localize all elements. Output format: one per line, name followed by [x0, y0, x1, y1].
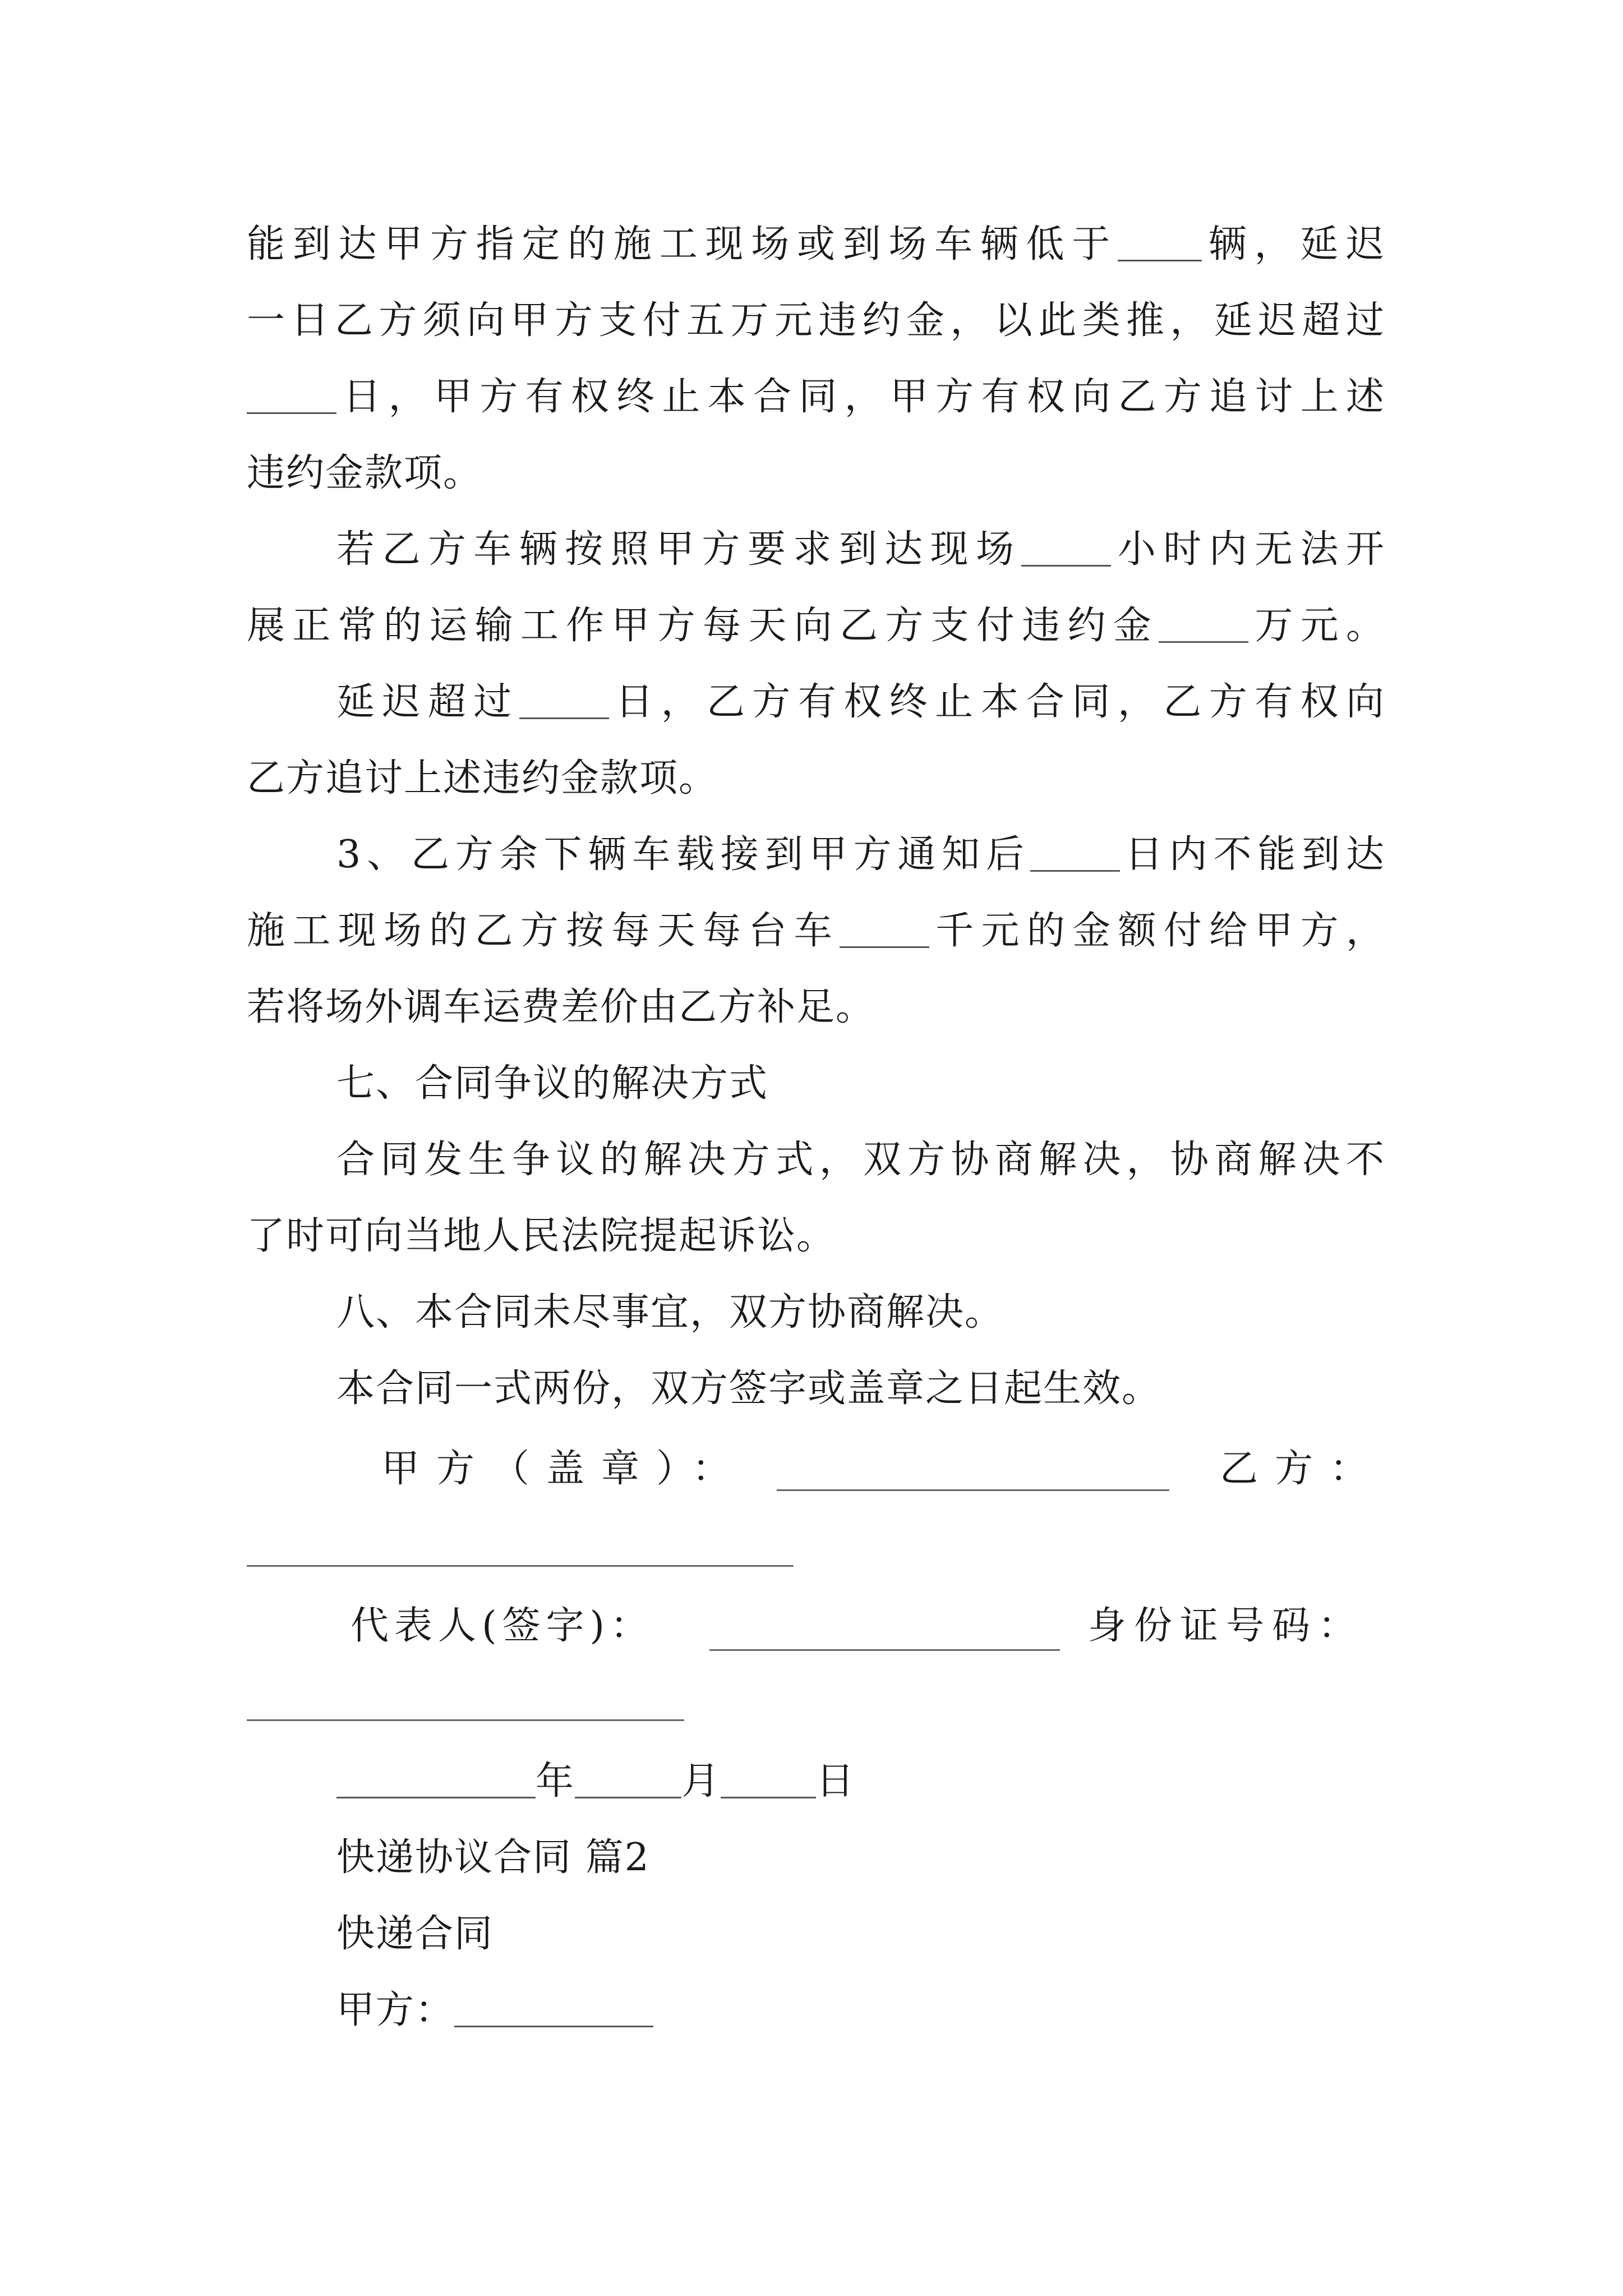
party-b-signature-line	[247, 1565, 794, 1567]
representative-signature-line	[709, 1649, 1060, 1651]
party-a-seal-line	[777, 1489, 1169, 1491]
fill-blank	[1118, 226, 1202, 261]
paragraph-line-14: 了时可向当地人民法院提起诉讼。	[247, 1214, 836, 1258]
fill-blank	[1030, 836, 1120, 872]
year-blank	[336, 1763, 536, 1798]
paragraph-line-13: 合同发生争议的解决方式，双方协商解决，协商解决不	[336, 1138, 1385, 1182]
section-heading-7: 七、合同争议的解决方式	[336, 1061, 769, 1106]
fill-blank	[1159, 607, 1248, 643]
id-number-label: 身份证号码：	[1088, 1604, 1364, 1648]
paragraph-line-9: 3、乙方余下辆车载接到甲方通知后 日内不能到达	[336, 832, 1385, 877]
paragraph-line-4: 违约金款项。	[247, 451, 483, 495]
paragraph-line-16: 本合同一式两份，双方签字或盖章之日起生效。	[336, 1366, 1161, 1411]
party-a-name-blank	[454, 1991, 653, 2027]
contract-section-title: 快递协议合同 篇2	[336, 1835, 650, 1880]
id-number-line	[247, 1719, 684, 1721]
fill-blank	[247, 378, 336, 414]
paragraph-line-5: 若乙方车辆按照甲方要求到达现场 小时内无法开	[336, 527, 1385, 572]
fill-blank	[519, 683, 609, 719]
section-heading-8: 八、本合同未尽事宜，双方协商解决。	[336, 1290, 1004, 1335]
paragraph-line-10: 施工现场的乙方按每天每台车 千元的金额付给甲方，	[247, 909, 1385, 954]
fill-blank	[1021, 531, 1111, 567]
paragraph-line-8: 乙方追讨上述违约金款项。	[247, 756, 718, 800]
date-line: 年 月 日	[336, 1763, 1385, 1801]
party-a-seal-label: 甲方（盖章）：	[381, 1447, 748, 1491]
paragraph-line-1: 能到达甲方指定的施工现场或到场车辆低于 辆，延迟	[247, 222, 1385, 267]
paragraph-line-11: 若将场外调车运费差价由乙方补足。	[247, 985, 875, 1029]
party-b-label: 乙方：	[1220, 1447, 1385, 1491]
fill-blank	[840, 912, 929, 948]
day-blank	[721, 1763, 816, 1798]
paragraph-line-2: 一日乙方须向甲方支付五万元违约金，以此类推，延迟超过	[247, 298, 1385, 343]
contract-heading: 快递合同	[336, 1912, 494, 1956]
paragraph-line-3: 日，甲方有权终止本合同，甲方有权向乙方追讨上述	[247, 378, 1385, 416]
representative-label: 代表人(签字)：	[351, 1604, 654, 1648]
paragraph-line-7: 延迟超过 日，乙方有权终止本合同，乙方有权向	[336, 680, 1385, 725]
paragraph-line-6: 展正常的运输工作甲方每天向乙方支付违约金 万元。	[247, 604, 1385, 648]
month-blank	[575, 1763, 681, 1798]
party-a-line: 甲方：	[336, 1991, 1385, 2030]
